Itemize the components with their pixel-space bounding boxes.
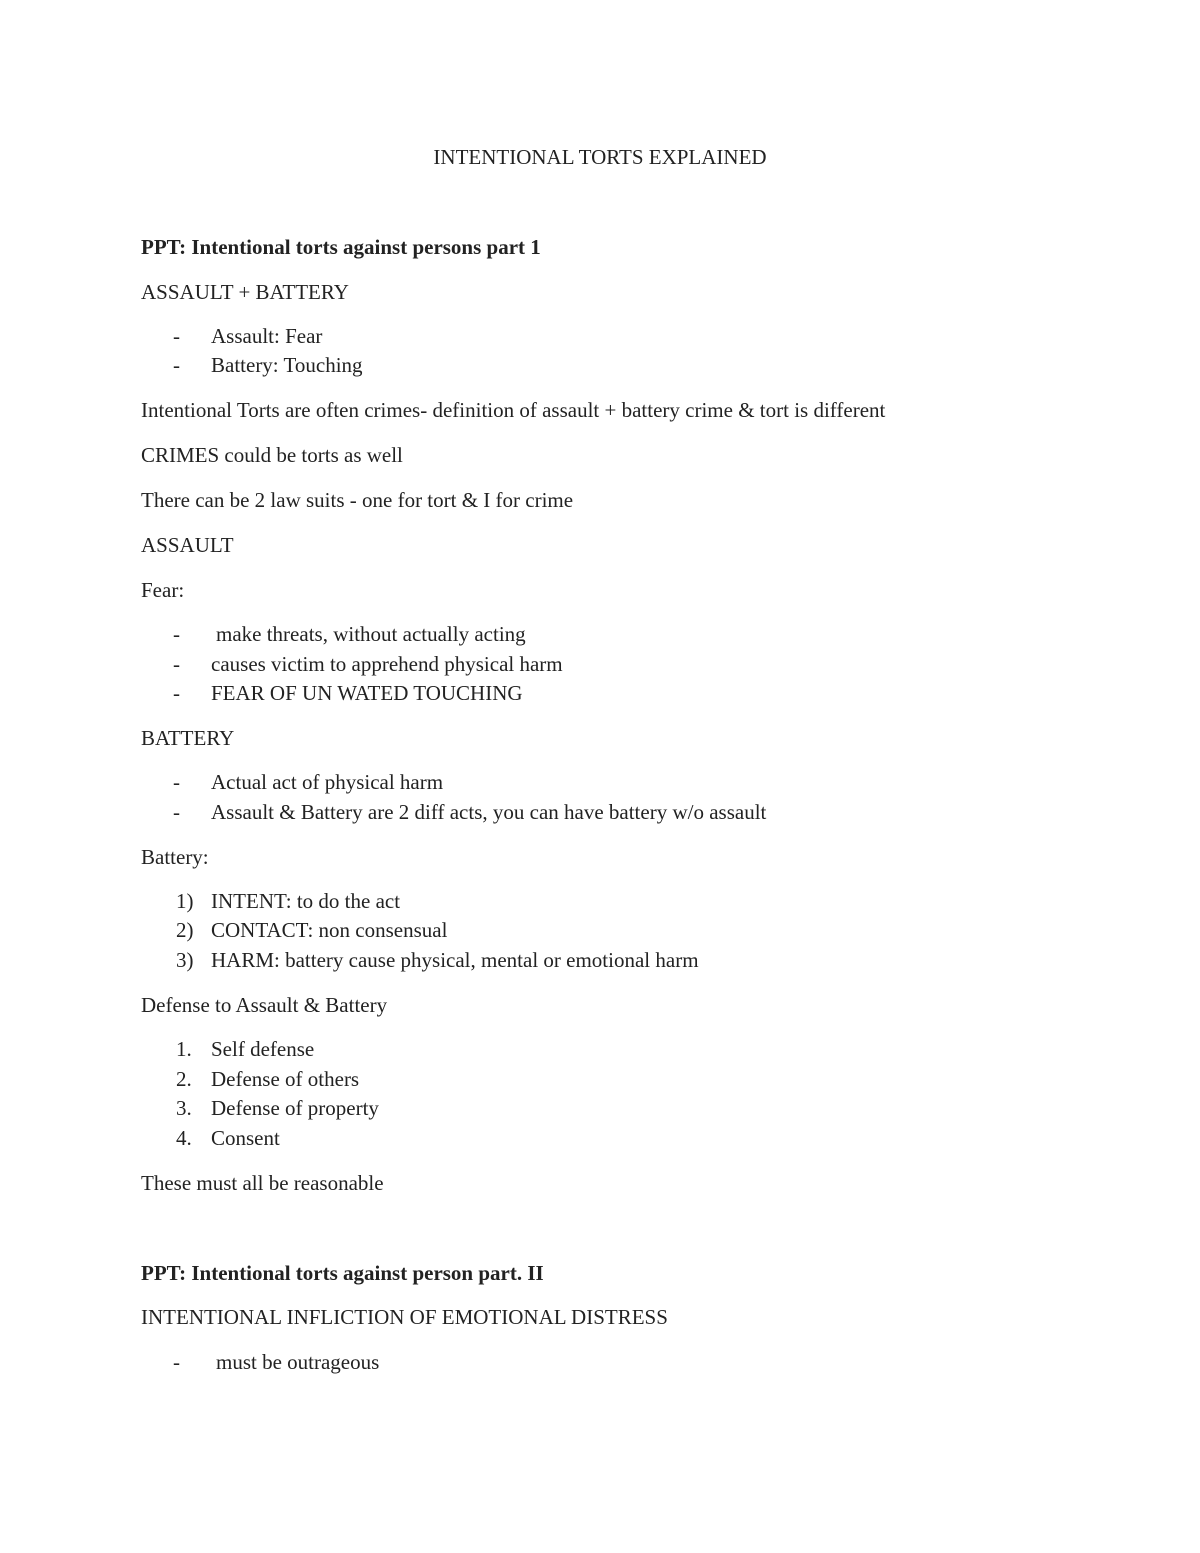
list-marker: 1) bbox=[176, 889, 194, 913]
bullet-dash: - bbox=[173, 770, 180, 794]
bullet-dash: - bbox=[173, 353, 180, 377]
paragraph: These must all be reasonable bbox=[141, 1171, 384, 1195]
bullet-dash: - bbox=[173, 324, 180, 348]
label-defense: Defense to Assault & Battery bbox=[141, 993, 388, 1017]
document-title: INTENTIONAL TORTS EXPLAINED bbox=[433, 145, 767, 169]
list-marker: 1. bbox=[176, 1037, 192, 1061]
bullet-dash: - bbox=[173, 622, 180, 646]
label-fear: Fear: bbox=[141, 578, 185, 602]
subheading-assault-battery: ASSAULT + BATTERY bbox=[141, 280, 349, 304]
list-item-text: Actual act of physical harm bbox=[211, 770, 444, 794]
list-item-text: Consent bbox=[211, 1126, 280, 1150]
bullet-dash: - bbox=[173, 1350, 180, 1374]
list-item-text: CONTACT: non consensual bbox=[211, 918, 448, 942]
subheading-battery: BATTERY bbox=[141, 726, 235, 750]
section-heading-part-1: PPT: Intentional torts against persons part 1 bbox=[141, 235, 541, 259]
paragraph: There can be 2 law suits - one for tort & I for crime bbox=[141, 488, 574, 512]
list-marker: 3. bbox=[176, 1096, 192, 1120]
subheading-iied: INTENTIONAL INFLICTION OF EMOTIONAL DISTRESS bbox=[141, 1305, 668, 1329]
list-item-text: INTENT: to do the act bbox=[211, 889, 401, 913]
list-marker: 3) bbox=[176, 948, 194, 972]
label-battery: Battery: bbox=[141, 845, 209, 869]
list-item-text: Defense of others bbox=[211, 1067, 360, 1091]
list-item-text: make threats, without actually acting bbox=[216, 622, 526, 646]
list-item-text: FEAR OF UN WATED TOUCHING bbox=[211, 681, 523, 705]
list-item-text: causes victim to apprehend physical harm bbox=[211, 652, 563, 676]
bullet-dash: - bbox=[173, 681, 180, 705]
paragraph: CRIMES could be torts as well bbox=[141, 443, 403, 467]
list-item-text: Battery: Touching bbox=[211, 353, 363, 377]
list-marker: 2. bbox=[176, 1067, 192, 1091]
subheading-assault: ASSAULT bbox=[141, 533, 234, 557]
list-item-text: Assault: Fear bbox=[211, 324, 323, 348]
bullet-dash: - bbox=[173, 652, 180, 676]
list-item-text: must be outrageous bbox=[216, 1350, 380, 1374]
list-item-text: HARM: battery cause physical, mental or emotional harm bbox=[211, 948, 699, 972]
list-item-text: Self defense bbox=[211, 1037, 315, 1061]
paragraph: Intentional Torts are often crimes- definition of assault + battery crime & tort is different bbox=[141, 398, 886, 422]
list-item-text: Defense of property bbox=[211, 1096, 379, 1120]
list-marker: 4. bbox=[176, 1126, 192, 1150]
list-item-text: Assault & Battery are 2 diff acts, you can have battery w/o assault bbox=[211, 800, 767, 824]
list-marker: 2) bbox=[176, 918, 194, 942]
section-heading-part-2: PPT: Intentional torts against person part. II bbox=[141, 1261, 544, 1285]
bullet-dash: - bbox=[173, 800, 180, 824]
